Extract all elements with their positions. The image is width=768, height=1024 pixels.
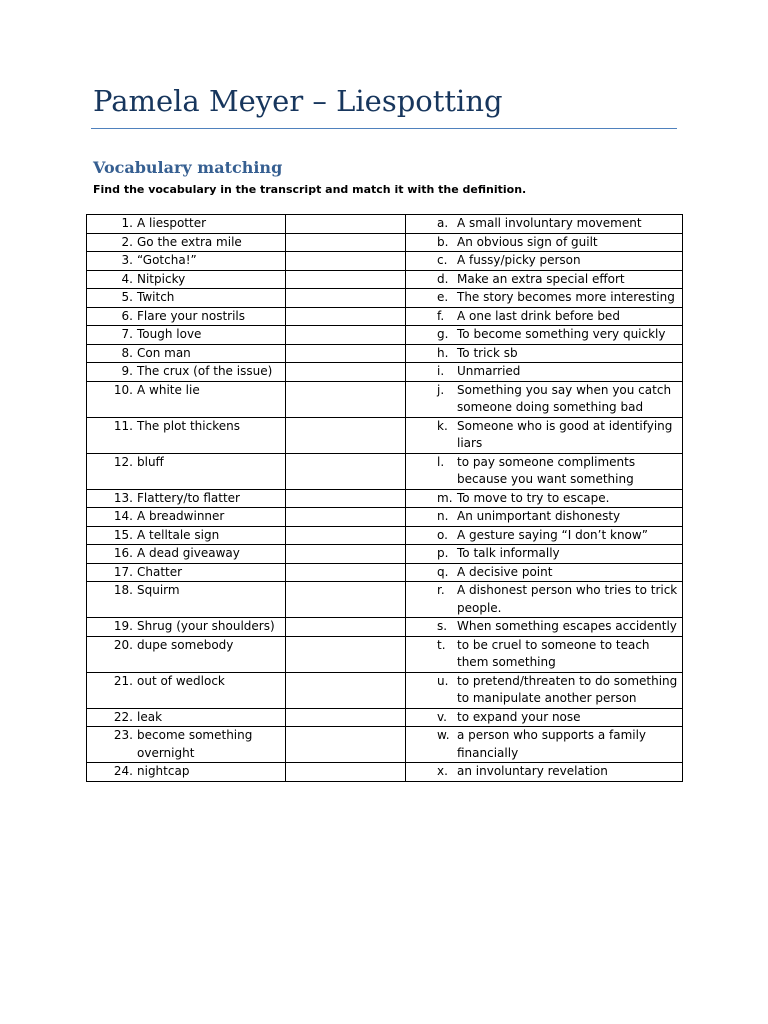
answer-blank-cell[interactable] — [286, 289, 406, 308]
term-text: out of wedlock — [137, 673, 225, 688]
term-text: Twitch — [137, 290, 175, 304]
definition-text: an involuntary revelation — [457, 764, 608, 778]
answer-blank-cell[interactable] — [286, 326, 406, 345]
term-cell — [87, 363, 286, 382]
definition-letter: o. — [437, 527, 448, 542]
definition-text: Something you say when you catch someone doing something bad — [457, 382, 672, 414]
table-row — [87, 363, 683, 382]
term-cell — [87, 453, 286, 489]
term-text: Go the extra mile — [137, 234, 242, 249]
definition-letter: f. — [437, 308, 445, 323]
term-cell — [87, 417, 286, 453]
term-number: 9. — [121, 364, 133, 378]
definition-letter: r. — [437, 583, 445, 597]
answer-blank-cell[interactable] — [286, 215, 406, 234]
definition-letter: c. — [437, 253, 448, 267]
table-row — [87, 307, 683, 326]
definition-letter: d. — [437, 271, 449, 286]
definition-text: Someone who is good at identifying liars — [457, 418, 673, 450]
definition-cell — [406, 526, 683, 545]
vocabulary-table — [86, 214, 683, 782]
table-row — [87, 453, 683, 489]
definition-text: a person who supports a family financially — [457, 728, 647, 760]
term-cell — [87, 344, 286, 363]
definition-text: A decisive point — [457, 564, 553, 579]
table-row — [87, 508, 683, 527]
definition-cell — [406, 582, 683, 618]
table-row — [87, 636, 683, 672]
term-text: Squirm — [137, 583, 180, 597]
term-text: Nitpicky — [137, 271, 186, 286]
term-number: 16. — [113, 546, 133, 560]
definition-text: To talk informally — [457, 546, 560, 560]
definition-cell — [406, 563, 683, 582]
definition-text: A one last drink before bed — [457, 308, 620, 323]
term-number: 12. — [113, 454, 133, 469]
definition-text: to pretend/threaten to do something to manipulate another person — [457, 673, 678, 705]
definition-text: A gesture saying “I don’t know” — [457, 527, 648, 542]
term-cell — [87, 252, 286, 271]
definition-cell — [406, 489, 683, 508]
definition-text: to be cruel to someone to teach them something — [457, 637, 650, 669]
definition-letter: j. — [437, 382, 445, 397]
vocabulary-table-body — [87, 215, 683, 782]
term-number: 10. — [113, 382, 133, 397]
table-row — [87, 763, 683, 782]
term-number: 14. — [113, 509, 133, 523]
table-row — [87, 526, 683, 545]
answer-blank-cell[interactable] — [286, 727, 406, 763]
definition-letter: l. — [437, 454, 445, 469]
definition-cell — [406, 307, 683, 326]
definition-letter: e. — [437, 290, 449, 304]
table-row — [87, 270, 683, 289]
definition-cell — [406, 417, 683, 453]
term-number: 6. — [121, 308, 133, 323]
answer-blank-cell[interactable] — [286, 417, 406, 453]
definition-text: An obvious sign of guilt — [457, 234, 598, 249]
term-number: 17. — [113, 564, 133, 579]
term-number: 15. — [113, 527, 133, 542]
definition-text: to pay someone compliments because you want something — [457, 454, 636, 486]
definition-letter: g. — [437, 327, 449, 341]
term-text: Shrug (your shoulders) — [137, 619, 275, 633]
table-row — [87, 417, 683, 453]
definition-text: Unmarried — [457, 364, 521, 378]
term-number: 8. — [121, 345, 133, 360]
definition-text: To become something very quickly — [457, 327, 666, 341]
definition-letter: q. — [437, 564, 449, 579]
term-number: 11. — [113, 418, 133, 433]
answer-blank-cell[interactable] — [286, 763, 406, 782]
answer-blank-cell[interactable] — [286, 708, 406, 727]
definition-letter: m. — [437, 490, 453, 505]
answer-blank-cell[interactable] — [286, 233, 406, 252]
term-cell — [87, 763, 286, 782]
term-cell — [87, 270, 286, 289]
answer-blank-cell[interactable] — [286, 526, 406, 545]
answer-blank-cell[interactable] — [286, 381, 406, 417]
term-text: Con man — [137, 345, 191, 360]
definition-letter: n. — [437, 509, 449, 523]
term-text: dupe somebody — [137, 637, 234, 652]
definition-letter: k. — [437, 418, 448, 433]
definition-cell — [406, 636, 683, 672]
definition-cell — [406, 508, 683, 527]
term-cell — [87, 636, 286, 672]
term-text: “Gotcha!” — [137, 253, 197, 267]
answer-blank-cell[interactable] — [286, 508, 406, 527]
table-row — [87, 252, 683, 271]
definition-letter: x. — [437, 764, 448, 778]
answer-blank-cell[interactable] — [286, 563, 406, 582]
definition-text: A small involuntary movement — [457, 216, 642, 230]
definition-cell — [406, 763, 683, 782]
term-text: Chatter — [137, 564, 183, 579]
term-cell — [87, 526, 286, 545]
term-cell — [87, 326, 286, 345]
answer-blank-cell[interactable] — [286, 363, 406, 382]
term-number: 1. — [121, 216, 133, 230]
term-number: 3. — [121, 253, 133, 267]
term-text: A dead giveaway — [137, 546, 240, 560]
instructions-text: Find the vocabulary in the transcript and match it with the definition. — [93, 183, 527, 196]
table-row — [87, 489, 683, 508]
answer-blank-cell[interactable] — [286, 307, 406, 326]
definition-cell — [406, 708, 683, 727]
definition-letter: i. — [437, 364, 445, 378]
definition-letter: w. — [437, 728, 450, 742]
section-heading: Vocabulary matching — [93, 158, 283, 177]
term-cell — [87, 508, 286, 527]
answer-blank-cell[interactable] — [286, 344, 406, 363]
term-text: A breadwinner — [137, 509, 225, 523]
term-cell — [87, 489, 286, 508]
term-text: become something overnight — [137, 728, 253, 760]
table-row — [87, 289, 683, 308]
definition-cell — [406, 289, 683, 308]
term-text: Flare your nostrils — [137, 308, 246, 323]
term-text: Tough love — [137, 327, 202, 341]
table-row — [87, 545, 683, 564]
term-number: 13. — [113, 490, 133, 505]
definition-letter: h. — [437, 345, 449, 360]
term-number: 5. — [121, 290, 133, 304]
answer-blank-cell[interactable] — [286, 489, 406, 508]
definition-cell — [406, 233, 683, 252]
definition-text: To trick sb — [457, 345, 518, 360]
term-cell — [87, 307, 286, 326]
definition-cell — [406, 453, 683, 489]
table-row — [87, 381, 683, 417]
term-cell — [87, 289, 286, 308]
answer-blank-cell[interactable] — [286, 582, 406, 618]
definition-text: When something escapes accidently — [457, 619, 677, 633]
page-title: Pamela Meyer – Liespotting — [93, 84, 503, 118]
table-row — [87, 708, 683, 727]
definition-letter: b. — [437, 234, 449, 249]
term-cell — [87, 233, 286, 252]
table-row — [87, 233, 683, 252]
definition-text: A fussy/picky person — [457, 253, 581, 267]
term-number: 4. — [121, 271, 133, 286]
table-row — [87, 618, 683, 637]
term-number: 7. — [121, 327, 133, 341]
term-number: 18. — [113, 583, 133, 597]
term-text: A white lie — [137, 382, 200, 397]
term-number: 24. — [113, 764, 133, 778]
table-row — [87, 727, 683, 763]
table-row — [87, 672, 683, 708]
table-row — [87, 326, 683, 345]
term-text: The crux (of the issue) — [137, 364, 273, 378]
term-text: leak — [137, 709, 163, 724]
answer-blank-cell[interactable] — [286, 636, 406, 672]
definition-cell — [406, 215, 683, 234]
definition-text: To move to try to escape. — [457, 490, 610, 505]
answer-blank-cell[interactable] — [286, 672, 406, 708]
term-text: nightcap — [137, 764, 190, 778]
title-divider — [91, 128, 677, 129]
term-number: 20. — [113, 637, 133, 652]
term-cell — [87, 563, 286, 582]
definition-cell — [406, 381, 683, 417]
definition-text: An unimportant dishonesty — [457, 509, 621, 523]
term-number: 2. — [121, 234, 133, 249]
definition-cell — [406, 326, 683, 345]
term-number: 22. — [113, 709, 133, 724]
definition-text: The story becomes more interesting — [457, 290, 675, 304]
definition-cell — [406, 270, 683, 289]
definition-cell — [406, 363, 683, 382]
answer-blank-cell[interactable] — [286, 453, 406, 489]
term-text: bluff — [137, 454, 164, 469]
definition-cell — [406, 727, 683, 763]
definition-letter: v. — [437, 709, 447, 724]
term-cell — [87, 618, 286, 637]
term-text: Flattery/to flatter — [137, 490, 240, 505]
answer-blank-cell[interactable] — [286, 545, 406, 564]
term-text: The plot thickens — [137, 418, 240, 433]
term-cell — [87, 672, 286, 708]
answer-blank-cell[interactable] — [286, 618, 406, 637]
definition-text: A dishonest person who tries to trick people. — [457, 583, 678, 615]
term-cell — [87, 215, 286, 234]
definition-cell — [406, 672, 683, 708]
definition-letter: t. — [437, 637, 446, 652]
definition-text: Make an extra special effort — [457, 271, 625, 286]
term-text: A telltale sign — [137, 527, 220, 542]
definition-cell — [406, 545, 683, 564]
definition-cell — [406, 344, 683, 363]
answer-blank-cell[interactable] — [286, 252, 406, 271]
definition-cell — [406, 618, 683, 637]
table-row — [87, 582, 683, 618]
table-row — [87, 563, 683, 582]
term-cell — [87, 582, 286, 618]
term-number: 23. — [113, 728, 133, 742]
answer-blank-cell[interactable] — [286, 270, 406, 289]
term-number: 21. — [113, 673, 133, 688]
term-cell — [87, 381, 286, 417]
definition-letter: u. — [437, 673, 449, 688]
definition-letter: p. — [437, 546, 449, 560]
table-row — [87, 344, 683, 363]
definition-cell — [406, 252, 683, 271]
term-cell — [87, 708, 286, 727]
definition-text: to expand your nose — [457, 709, 581, 724]
definition-letter: s. — [437, 619, 448, 633]
term-number: 19. — [113, 619, 133, 633]
term-text: A liespotter — [137, 216, 207, 230]
term-cell — [87, 727, 286, 763]
definition-letter: a. — [437, 216, 449, 230]
term-cell — [87, 545, 286, 564]
table-row — [87, 215, 683, 234]
